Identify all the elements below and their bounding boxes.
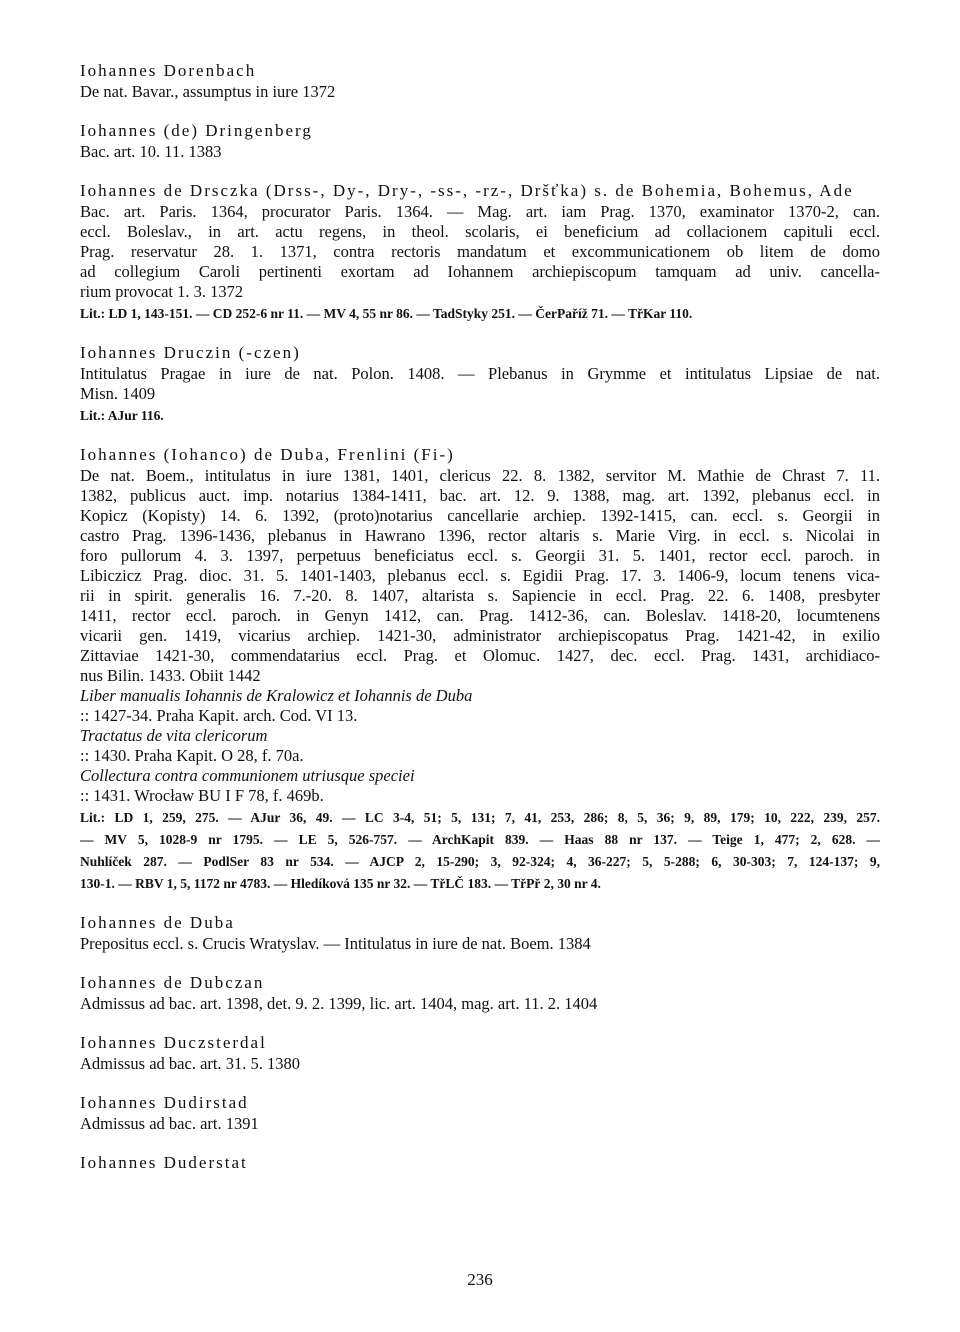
- entry-heading: Iohannes (Iohanco) de Duba, Frenlini (Fi-): [80, 445, 455, 464]
- entry-text-line: 1382, publicus auct. imp. notarius 1384-1411, bac. art. 12. 9. 1388, mag. art. 1392, plebanus eccl. in: [80, 486, 880, 505]
- work-title: Liber manualis Iohannis de Kralowicz et Iohannis de Duba: [80, 686, 473, 705]
- entry-text-line: Bac. art. 10. 11. 1383: [80, 142, 222, 161]
- entry-text-line: castro Prag. 1396-1436, plebanus in Hawrano 1396, rector altaris s. Marie Virg. in eccl. s. Nicolai in: [80, 526, 880, 545]
- entry: [80, 180, 880, 324]
- entry-text-line: nus Bilin. 1433. Obiit 1442: [80, 666, 261, 685]
- entry: [80, 972, 880, 1014]
- work-title: Tractatus de vita clericorum: [80, 726, 268, 745]
- entry-text-line: Intitulatus Pragae in iure de nat. Polon. 1408. — Plebanus in Grymme et intitulatus Lipsiae de nat.: [80, 364, 880, 383]
- entry-heading: Iohannes Dorenbach: [80, 61, 257, 80]
- entry-heading: Iohannes Duderstat: [80, 1153, 248, 1172]
- entry: [80, 1152, 880, 1174]
- entry-text-line: Zittaviae 1421-30, commendatarius eccl. Prag. et Olomuc. 1427, dec. eccl. Prag. 1431, archidiaco-: [80, 646, 880, 665]
- entry-heading: Iohannes de Drsczka (Drss-, Dy-, Dry-, -ss-, -rz-, Dršťka) s. de Bohemia, Bohemus, Ade: [80, 181, 854, 200]
- entry-heading: Iohannes (de) Dringenberg: [80, 121, 313, 140]
- page-number: 236: [467, 1270, 493, 1289]
- entry-text-line: Admissus ad bac. art. 1398, det. 9. 2. 1399, lic. art. 1404, mag. art. 11. 2. 1404: [80, 994, 598, 1013]
- entry-text-line: 1411, rector eccl. paroch. in Genyn 1412, can. Prag. 1412-36, can. Boleslav. 1418-20, locumtenens: [80, 606, 880, 625]
- entry-text-line: Bac. art. Paris. 1364, procurator Paris. 1364. — Mag. art. iam Prag. 1370, examinator 1370-2, can.: [80, 202, 880, 221]
- entry-text-line: foro pullorum 4. 3. 1397, perpetuus beneficiatus eccl. s. Georgii 31. 5. 1401, rector eccl. paroch. in: [80, 546, 880, 565]
- literature-line: — MV 5, 1028-9 nr 1795. — LE 5, 526-757. — ArchKapit 839. — Haas 88 nr 137. — Teige 1, 477; 2, 628. —: [80, 832, 880, 847]
- entry-heading: Iohannes Dudirstad: [80, 1093, 249, 1112]
- work-reference: :: 1430. Praha Kapit. O 28, f. 70a.: [80, 746, 304, 765]
- work-reference: :: 1431. Wrocław BU I F 78, f. 469b.: [80, 786, 324, 805]
- entry-text-line: Misn. 1409: [80, 384, 156, 403]
- entry-text-line: eccl. Boleslav., in art. actu regens, in theol. scolaris, ei beneficium ad collacionem capituli eccl.: [80, 222, 880, 241]
- entry-text-line: De nat. Boem., intitulatus in iure 1381, 1401, clericus 22. 8. 1382, servitor M. Mathie de Chrast 7. 11.: [80, 466, 880, 485]
- entry: [80, 912, 880, 954]
- literature-line: Lit.: AJur 116.: [80, 408, 164, 423]
- entry-text-line: Libiczicz Prag. dioc. 31. 5. 1401-1403, plebanus eccl. s. Egidii Prag. 17. 3. 1406-9, locum tenens vica-: [80, 566, 880, 585]
- entry-text-line: Prag. reservatur 28. 1. 1371, contra rectoris mandatum et excommunicationem ob litem de domo: [80, 242, 880, 261]
- entry: [80, 444, 880, 894]
- work-title: Collectura contra communionem utriusque speciei: [80, 766, 415, 785]
- entry-heading: Iohannes Duczsterdal: [80, 1033, 267, 1052]
- entry-text-line: Admissus ad bac. art. 31. 5. 1380: [80, 1054, 300, 1073]
- entry: [80, 1032, 880, 1074]
- entry-heading: Iohannes de Dubczan: [80, 973, 265, 992]
- entry: [80, 342, 880, 426]
- entry-text-line: ad collegium Caroli pertinenti exortam ad Iohannem archiepiscopum tamquam ad univ. cancella-: [80, 262, 880, 281]
- entry: [80, 120, 880, 162]
- entry-text-line: rii in spirit. generalis 16. 7.-20. 8. 1407, altarista s. Sapiencie in eccl. Prag. 22. 6. 1408, presbyter: [80, 586, 880, 605]
- entry: [80, 1092, 880, 1134]
- literature-line: Lit.: LD 1, 259, 275. — AJur 36, 49. — LC 3-4, 51; 5, 131; 7, 41, 253, 286; 8, 5, 36; 9, 89, 179; 10, 222, 239, 257.: [80, 810, 880, 825]
- entry-text-line: rium provocat 1. 3. 1372: [80, 282, 244, 301]
- literature-line: Lit.: LD 1, 143-151. — CD 252-6 nr 11. — MV 4, 55 nr 86. — TadStyky 251. — ČerPaříž 71. — TřKar 110.: [80, 306, 693, 321]
- entry-text-line: De nat. Bavar., assumptus in iure 1372: [80, 82, 336, 101]
- entry-heading: Iohannes Druczin (-czen): [80, 343, 301, 362]
- entry-heading: Iohannes de Duba: [80, 913, 235, 932]
- work-reference: :: 1427-34. Praha Kapit. arch. Cod. VI 13.: [80, 706, 358, 725]
- entry-text-line: Prepositus eccl. s. Crucis Wratyslav. — Intitulatus in iure de nat. Boem. 1384: [80, 934, 591, 953]
- entry-text-line: vicarii gen. 1419, vicarius archiep. 1421-30, administrator archiepiscopatus Prag. 1421-42, in exilio: [80, 626, 880, 645]
- literature-line: 130-1. — RBV 1, 5, 1172 nr 4783. — Hledíková 135 nr 32. — TřLČ 183. — TřPř 2, 30 nr 4.: [80, 876, 601, 891]
- literature-line: Nuhlíček 287. — PodlSer 83 nr 534. — AJCP 2, 15-290; 3, 92-324; 4, 36-227; 5, 5-288; 6, 30-303; 7, 124-137; 9,: [80, 854, 880, 869]
- dictionary-page: [80, 60, 880, 1192]
- entry-text-line: Kopicz (Kopisty) 14. 6. 1392, (proto)notarius cancellarie archiep. 1392-1415, can. eccl. s. Georgii in: [80, 506, 880, 525]
- entry-text-line: Admissus ad bac. art. 1391: [80, 1114, 259, 1133]
- entry: [80, 60, 880, 102]
